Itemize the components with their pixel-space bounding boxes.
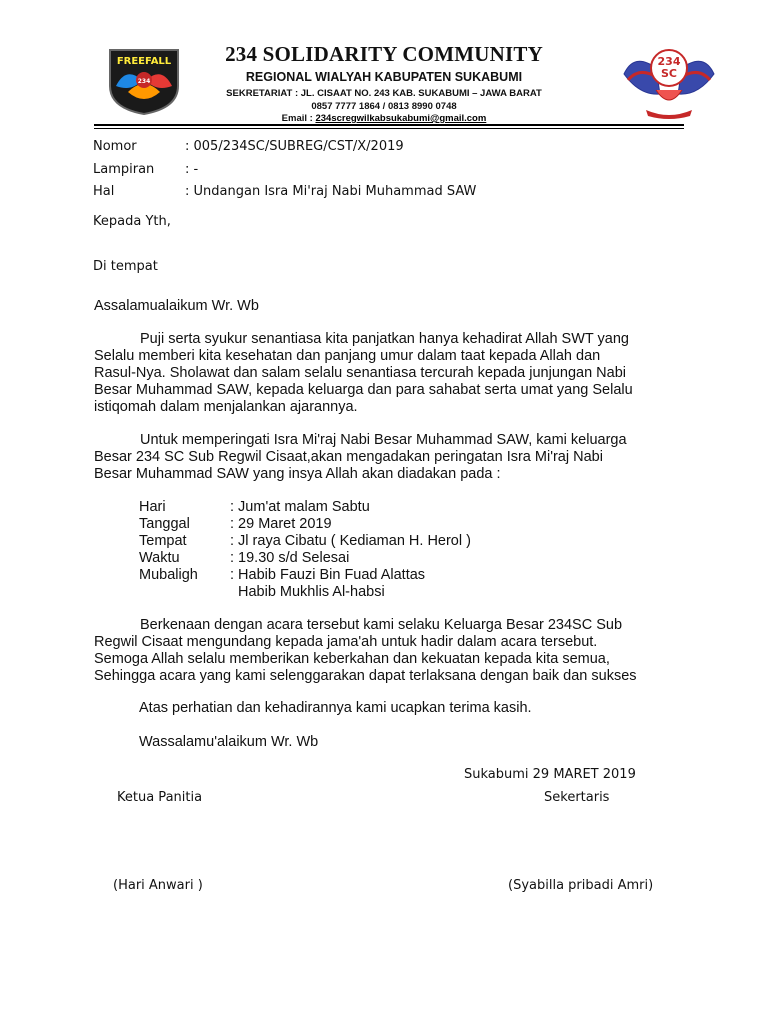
- nomor-value: : 005/234SC/SUBREG/CST/X/2019: [185, 139, 404, 154]
- detail-label: Waktu: [139, 550, 180, 566]
- detail-value: : Jl raya Cibatu ( Kediaman H. Herol ): [230, 533, 471, 549]
- detail-row: [139, 550, 659, 567]
- right-signatory-title: Sekertaris: [544, 790, 610, 805]
- detail-label: Tempat: [139, 533, 187, 549]
- left-signatory-title: Ketua Panitia: [117, 790, 203, 805]
- email-link[interactable]: 234scregwilkabsukabumi@gmail.com: [315, 113, 487, 124]
- place-date: Sukabumi 29 MARET 2019: [464, 767, 636, 782]
- detail-label: Mubaligh: [139, 567, 198, 583]
- letterhead-rule-thick: [94, 124, 684, 126]
- salutation: Assalamualaikum Wr. Wb: [94, 298, 259, 314]
- closing-salam: Wassalamu'alaikum Wr. Wb: [139, 734, 319, 750]
- paragraph-line: Rasul-Nya. Sholawat dan salam selalu senantiasa tercurah kepada junjungan Nabi: [94, 365, 626, 381]
- org-email-line: [0, 113, 768, 124]
- svg-text:234: 234: [657, 55, 681, 68]
- paragraph-line: Puji serta syukur senantiasa kita panjatkan hanya kehadirat Allah SWT yang: [140, 331, 629, 347]
- paragraph-line: Besar 234 SC Sub Regwil Cisaat,akan mengadakan peringatan Isra Mi'raj Nabi: [94, 449, 603, 465]
- lampiran-label: Lampiran: [93, 162, 155, 177]
- detail-label: Hari: [139, 499, 166, 515]
- hal-value: : Undangan Isra Mi'raj Nabi Muhammad SAW: [185, 184, 477, 199]
- org-phone: 0857 7777 1864 / 0813 8990 0748: [311, 101, 457, 112]
- paragraph-2: [94, 432, 684, 483]
- detail-value: Habib Mukhlis Al-habsi: [238, 584, 385, 600]
- detail-label: Tanggal: [139, 516, 190, 532]
- org-name: 234 SOLIDARITY COMMUNITY: [225, 42, 543, 66]
- lampiran-value: : -: [185, 162, 199, 177]
- paragraph-line: istiqomah dalam menjalankan ajarannya.: [94, 399, 358, 415]
- closing-thanks: Atas perhatian dan kehadirannya kami ucapkan terima kasih.: [139, 700, 532, 716]
- paragraph-line: Selalu memberi kita kesehatan dan panjang umur dalam taat kepada Allah dan: [94, 348, 601, 364]
- detail-row: [139, 499, 659, 516]
- paragraph-3: [94, 617, 684, 685]
- meta-nomor: [93, 139, 693, 159]
- letterhead-rule-thin: [94, 128, 684, 129]
- right-signatory-name: (Syabilla pribadi Amri): [508, 878, 654, 893]
- svg-text:SC: SC: [661, 67, 677, 80]
- detail-value: : Habib Fauzi Bin Fuad Alattas: [230, 567, 426, 583]
- detail-row: [139, 584, 659, 601]
- meta-lampiran: [93, 162, 693, 182]
- org-address: SEKRETARIAT : JL. CISAAT NO. 243 KAB. SUKABUMI – JAWA BARAT: [226, 88, 542, 99]
- paragraph-line: Berkenaan dengan acara tersebut kami selaku Keluarga Besar 234SC Sub: [140, 617, 623, 633]
- svg-text:234: 234: [137, 78, 151, 85]
- detail-value: : 19.30 s/d Selesai: [230, 550, 350, 566]
- recipient-di-tempat: Di tempat: [93, 259, 158, 274]
- paragraph-line: Regwil Cisaat mengundang kepada jama'ah untuk hadir dalam acara tersebut.: [94, 634, 598, 650]
- detail-value: : Jum'at malam Sabtu: [230, 499, 370, 515]
- paragraph-line: Sehingga acara yang kami selenggarakan dapat terlaksana dengan baik dan sukses: [94, 668, 637, 684]
- recipient-kepada: Kepada Yth,: [93, 214, 171, 229]
- nomor-label: Nomor: [93, 139, 137, 154]
- left-signatory-name: (Hari Anwari ): [113, 878, 203, 893]
- email-label: Email :: [281, 113, 316, 124]
- hal-label: Hal: [93, 184, 115, 199]
- detail-value: : 29 Maret 2019: [230, 516, 332, 532]
- detail-row: [139, 516, 659, 533]
- meta-hal: [93, 184, 693, 204]
- paragraph-line: Besar Muhammad SAW, kepada keluarga dan para sahabat serta umat yang Selalu: [94, 382, 633, 398]
- svg-text:FREEFALL: FREEFALL: [116, 56, 172, 67]
- detail-row: [139, 533, 659, 550]
- detail-row: [139, 567, 659, 584]
- org-regional: REGIONAL WIALYAH KABUPATEN SUKABUMI: [245, 70, 523, 84]
- paragraph-line: Semoga Allah selalu memberikan keberkahan dan kekuatan kepada kita semua,: [94, 651, 610, 667]
- paragraph-1: [94, 331, 684, 416]
- paragraph-line: Besar Muhammad SAW yang insya Allah akan diadakan pada :: [94, 466, 501, 482]
- paragraph-line: Untuk memperingati Isra Mi'raj Nabi Besar Muhammad SAW, kami keluarga: [140, 432, 627, 448]
